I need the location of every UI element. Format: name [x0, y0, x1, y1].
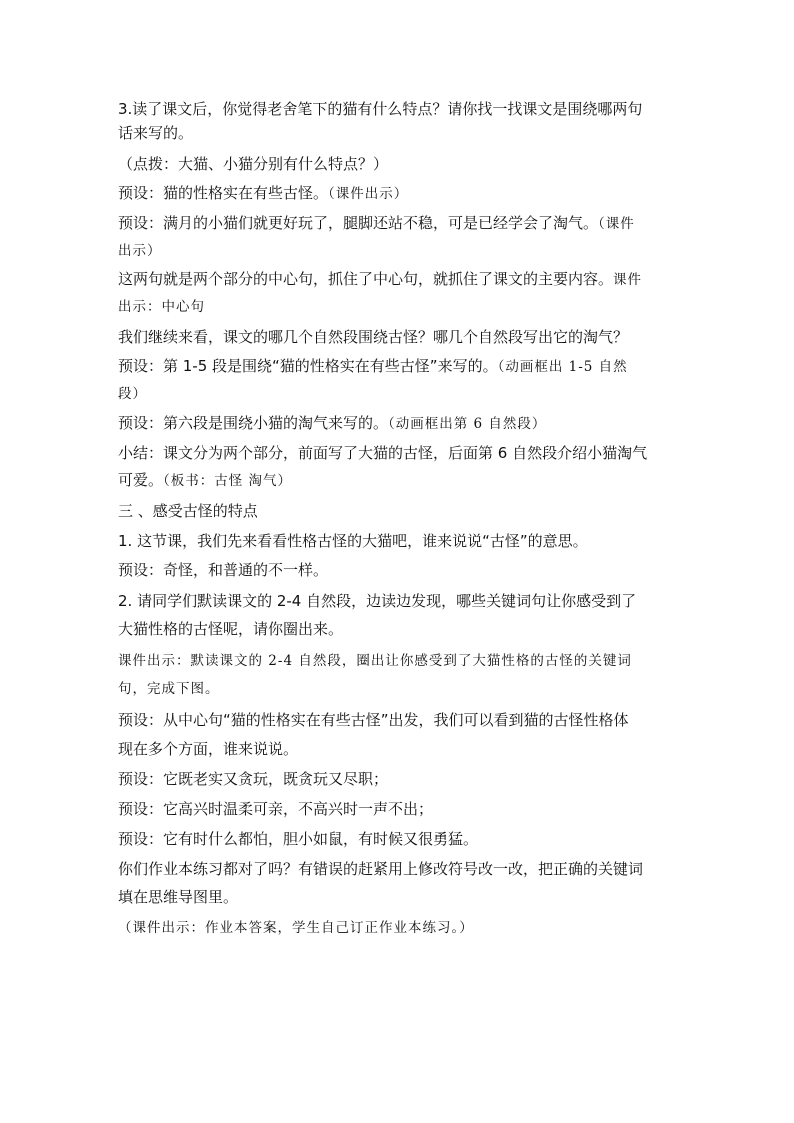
- text-line: [118, 528, 588, 554]
- text-line: [118, 736, 298, 762]
- line-text: 预设：第 1-5 段是围绕“猫的性格实在有些古怪”来写的。: [118, 357, 498, 375]
- courseware-note: 段）: [118, 386, 147, 402]
- courseware-note: 课件: [613, 272, 643, 288]
- line-text: 3.读了课文后，你觉得老舍笔下的猫有什么特点？请你找一找课文是围绕哪两句: [118, 100, 643, 118]
- text-line: [118, 237, 162, 263]
- text-line: [118, 675, 220, 701]
- text-line: [118, 467, 292, 493]
- text-line: [118, 180, 408, 206]
- line-text: 预设：第六段是围绕小猫的淘气来写的。: [118, 414, 389, 432]
- courseware-note: （动画框出 1-5 自然: [497, 359, 628, 375]
- courseware-note: （课件: [598, 216, 635, 232]
- courseware-note: （板书：古怪 淘气）: [163, 473, 293, 489]
- line-text: 预设：它既老实又贪玩，既贪玩又尽职；: [118, 770, 389, 788]
- line-text: 大猫性格的古怪呢，请你圈出来。: [118, 620, 344, 638]
- text-line: [118, 498, 258, 524]
- line-text: 三 、感受古怪的特点: [118, 502, 258, 520]
- text-line: [118, 796, 433, 822]
- text-line: [118, 410, 546, 436]
- courseware-note: 句，完成下图。: [118, 681, 220, 697]
- line-text: 填在思维导图里。: [118, 888, 239, 906]
- line-text: 现在多个方面，谁来说说。: [118, 740, 299, 758]
- courseware-note: （课件出示）: [328, 186, 409, 202]
- text-line: [118, 856, 643, 882]
- text-line: [118, 826, 478, 852]
- courseware-note: （课件出示：作业本答案，学生自己订正作业本练习。）: [118, 920, 474, 936]
- text-line: [118, 210, 635, 236]
- text-line: [118, 353, 628, 379]
- text-line: [118, 324, 628, 350]
- courseware-note: 课件出示：默读课文的 2-4 自然段，圈出让你感受到了大猫性格的古怪的关键词: [118, 653, 632, 669]
- text-line: [118, 884, 238, 910]
- text-line: [118, 588, 636, 614]
- line-text: （点拨：大猫、小猫分别有什么特点？）: [118, 155, 389, 173]
- courseware-note: 出示：中心句: [118, 299, 205, 315]
- text-line: [118, 766, 388, 792]
- line-text: 你们作业本练习都对了吗？有错误的赶紧用上修改符号改一改，把正确的关键词: [118, 860, 644, 878]
- text-line: [118, 266, 642, 292]
- courseware-note: 出示）: [118, 243, 162, 259]
- text-line: [118, 380, 147, 406]
- text-line: [118, 120, 193, 146]
- text-line: [118, 914, 474, 940]
- line-text: 预设：它高兴时温柔可亲，不高兴时一声不出；: [118, 800, 434, 818]
- line-text: 话来写的。: [118, 124, 194, 142]
- line-text: 可爱。: [118, 471, 164, 489]
- line-text: 1. 这节课，我们先来看看性格古怪的大猫吧，谁来说说“古怪”的意思。: [118, 532, 588, 550]
- text-line: [118, 293, 205, 319]
- line-text: 预设：满月的小猫们就更好玩了，腿脚还站不稳，可是已经学会了淘气。: [118, 214, 599, 232]
- line-text: 预设：它有时什么都怕，胆小如鼠，有时候又很勇猛。: [118, 830, 479, 848]
- text-line: [118, 616, 343, 642]
- line-text: 我们继续来看，课文的哪几个自然段围绕古怪？哪几个自然段写出它的淘气？: [118, 328, 629, 346]
- line-text: 预设：从中心句“猫的性格实在有些古怪”出发，我们可以看到猫的古怪性格体: [118, 711, 629, 729]
- text-line: [118, 557, 328, 583]
- text-line: [118, 440, 647, 466]
- text-line: [118, 707, 629, 733]
- line-text: 这两句就是两个部分的中心句，抓住了中心句，就抓住了课文的主要内容。: [118, 270, 614, 288]
- line-text: 预设：猫的性格实在有些古怪。: [118, 184, 329, 202]
- line-text: 预设：奇怪，和普通的不一样。: [118, 561, 329, 579]
- line-text: 小结：课文分为两个部分，前面写了大猫的古怪，后面第 6 自然段介绍小猫淘气: [118, 444, 648, 462]
- text-line: [118, 96, 642, 122]
- text-line: [118, 151, 388, 177]
- courseware-note: （动画框出第 6 自然段）: [388, 416, 547, 432]
- line-text: 2. 请同学们默读课文的 2-4 自然段，边读边发现，哪些关键词句让你感受到了: [118, 592, 637, 610]
- text-line: [118, 647, 632, 673]
